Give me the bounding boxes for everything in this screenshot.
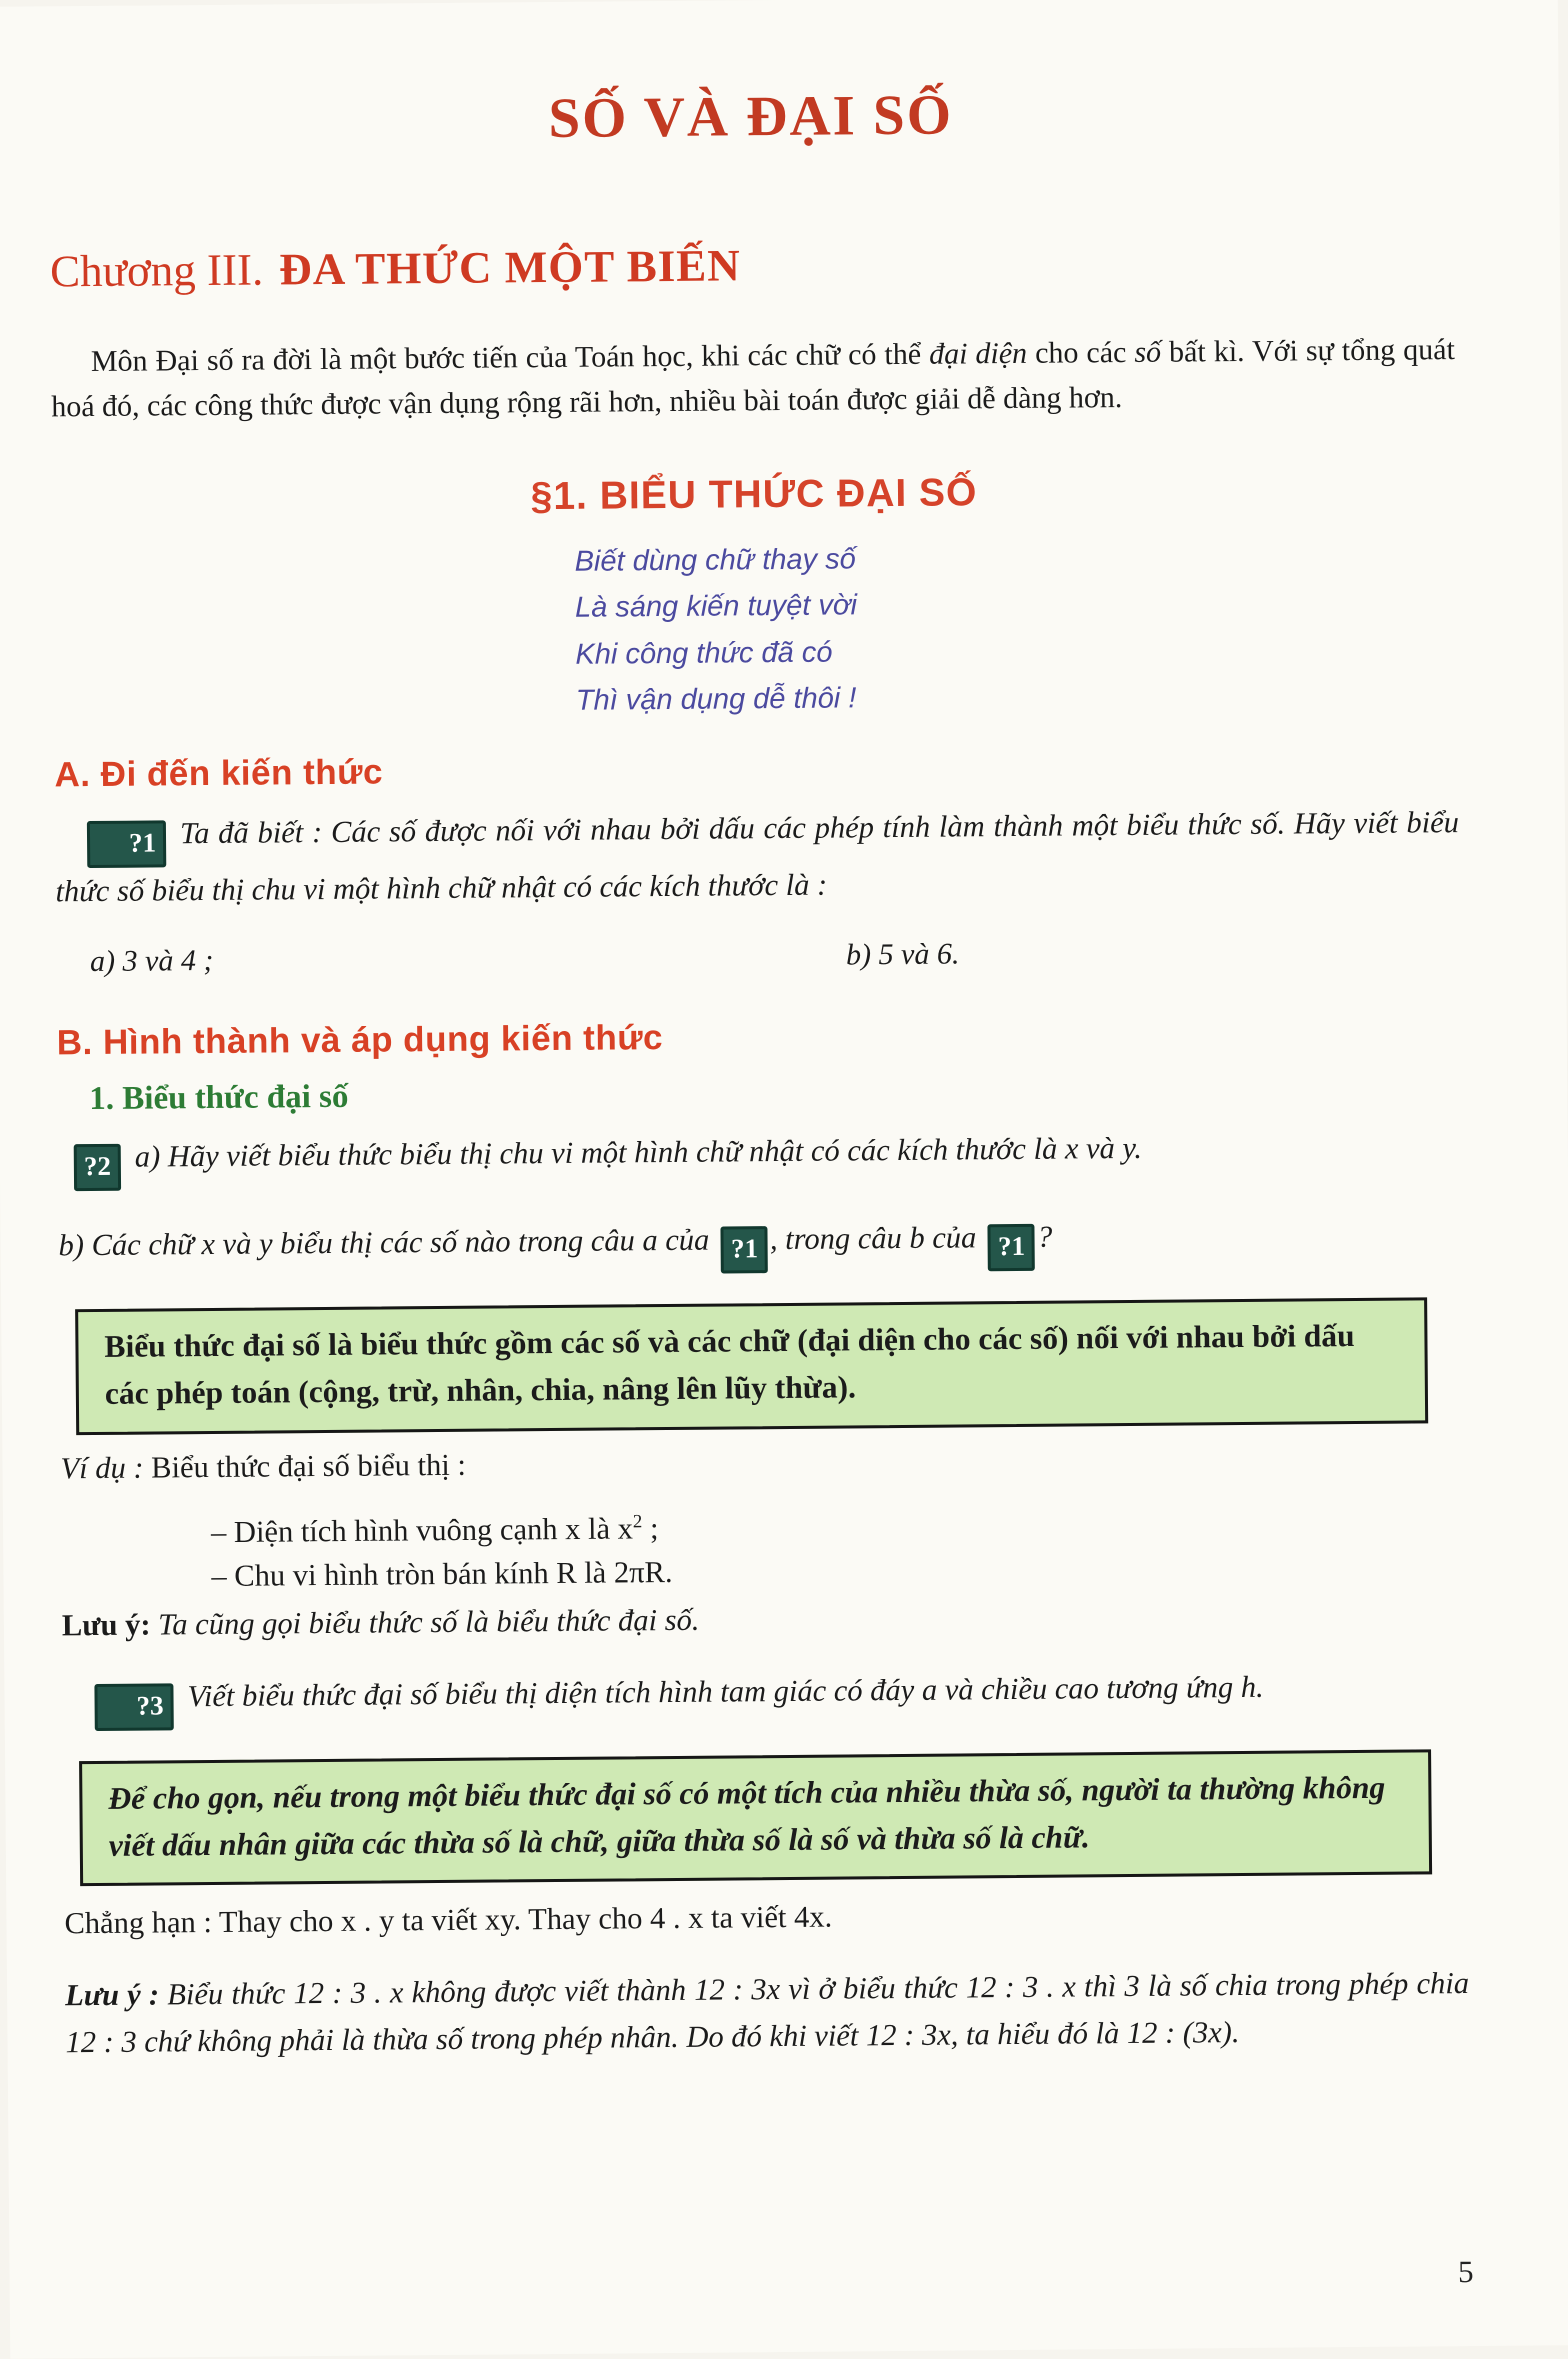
heading-b: B. Hình thành và áp dụng kiến thức	[56, 1018, 664, 1063]
note-1-text: Ta cũng gọi biểu thức số là biểu thức đại số.	[150, 1602, 700, 1642]
example-paragraph	[60, 1439, 1464, 1486]
note-1-label: Lưu ý:	[61, 1607, 151, 1643]
question-1-badge: ?1	[87, 820, 166, 868]
example-item-square	[211, 1504, 1465, 1550]
exponent: 2	[632, 1511, 643, 1533]
page-number: 5	[1457, 2254, 1474, 2290]
activity-2-text-a: a) Hãy viết biểu thức biểu thị chu vi một hình chữ nhật có các kích thước là x và y.	[134, 1131, 1143, 1174]
poem-line: Thì vận dụng dễ thôi !	[575, 682, 857, 717]
book-title: SỐ VÀ ĐẠI SỐ	[548, 83, 954, 151]
intro-run: bất kì. Với sự tổng quát hoá đó, các công thức được vận dụng rộng rãi hơn, nhiều bài toán được giải dễ dàng hơn.	[51, 333, 1455, 424]
example-item-circle: – Chu vi hình tròn bán kính R là 2πR.	[211, 1555, 673, 1594]
poem-line: Là sáng kiến tuyệt vời	[574, 589, 858, 625]
chapter-title: ĐA THỨC MỘT BIẾN	[279, 240, 741, 295]
intro-emphasis: số	[1134, 335, 1162, 369]
example-text: Biểu thức đại số biểu thị :	[143, 1447, 467, 1485]
poem-line: Biết dùng chữ thay số	[574, 543, 856, 578]
activity-2-line-a	[74, 1122, 1462, 1191]
poem-line: Khi công thức đã có	[575, 636, 833, 671]
activity-2-text-b: , trong câu b của	[769, 1220, 985, 1256]
example-item-text: ;	[642, 1511, 659, 1546]
intro-run: Môn Đại số ra đời là một bước tiến của Toán học, khi các chữ có thể	[90, 337, 930, 379]
option-b: b) 5 và 6.	[845, 937, 960, 972]
example-label: Ví dụ :	[60, 1450, 144, 1485]
question-1-ref-badge: ?1	[988, 1224, 1035, 1271]
note-1-paragraph	[62, 1596, 1466, 1643]
question-2-badge: ?2	[74, 1144, 121, 1191]
note-2-label: Lưu ý :	[64, 1977, 160, 2013]
activity-2-text-b: b) Các chữ x và y biểu thị các số nào trong câu a của	[58, 1222, 718, 1263]
subsection-1-heading: 1. Biểu thức đại số	[89, 1079, 349, 1118]
poem	[574, 531, 1458, 724]
chapter-label: Chương III.	[49, 244, 264, 297]
activity-2-line-b	[58, 1210, 1462, 1279]
example-item-text: – Diện tích hình vuông cạnh x là x	[210, 1511, 634, 1550]
activity-1-options	[56, 933, 1460, 993]
heading-a: A. Đi đến kiến thức	[54, 752, 384, 794]
activity-2-text-b: ?	[1036, 1219, 1053, 1254]
section-title: §1. BIỂU THỨC ĐẠI SỐ	[530, 471, 978, 519]
intro-run: cho các	[1026, 335, 1135, 370]
question-1-ref-badge: ?1	[721, 1226, 768, 1273]
activity-1-paragraph	[55, 799, 1460, 916]
intro-emphasis: đại diện	[928, 336, 1028, 371]
option-a: a) 3 và 4 ;	[89, 944, 214, 979]
activity-1-text: Ta đã biết : Các số được nối với nhau bởi dấu các phép tính làm thành một biểu thức số. Hãy viết biểu thức số biểu thị chu vi một hình chữ nhật có các kích thước là :	[55, 804, 1460, 908]
note-2-paragraph	[65, 1960, 1470, 2067]
note-2-text: Biểu thức 12 : 3 . x không được viết thành 12 : 3x vì ở biểu thức 12 : 3 . x thì 3 là số chia trong phép chia 12 : 3 chứ không phải là thừa số trong phép nhân. Do đó khi viết 12 : 3x, ta hiểu đó là 12 : (3x).	[65, 1965, 1470, 2060]
chapter-heading	[50, 233, 1454, 297]
activity-3-text: Viết biểu thức đại số biểu thị diện tích hình tam giác có đáy a và chiều cao tương ứng h.	[187, 1669, 1264, 1713]
for-instance-paragraph: Chẳng hạn : Thay cho x . y ta viết xy. Thay cho 4 . x ta viết 4x.	[64, 1900, 833, 1941]
activity-3-paragraph	[62, 1662, 1466, 1731]
question-3-badge: ?3	[94, 1683, 173, 1731]
intro-paragraph	[51, 327, 1456, 429]
definition-box: Biểu thức đại số là biểu thức gồm các số và các chữ (đại diện cho các số) nối với nhau bởi dấu các phép toán (cộng, trừ, nhân, chia, nâng lên lũy thừa).	[75, 1298, 1428, 1435]
convention-box: Để cho gọn, nếu trong một biểu thức đại số có một tích của nhiều thừa số, người ta thường không viết dấu nhân giữa các thừa số là chữ, giữa thừa số là số và thừa số là chữ.	[79, 1750, 1432, 1887]
